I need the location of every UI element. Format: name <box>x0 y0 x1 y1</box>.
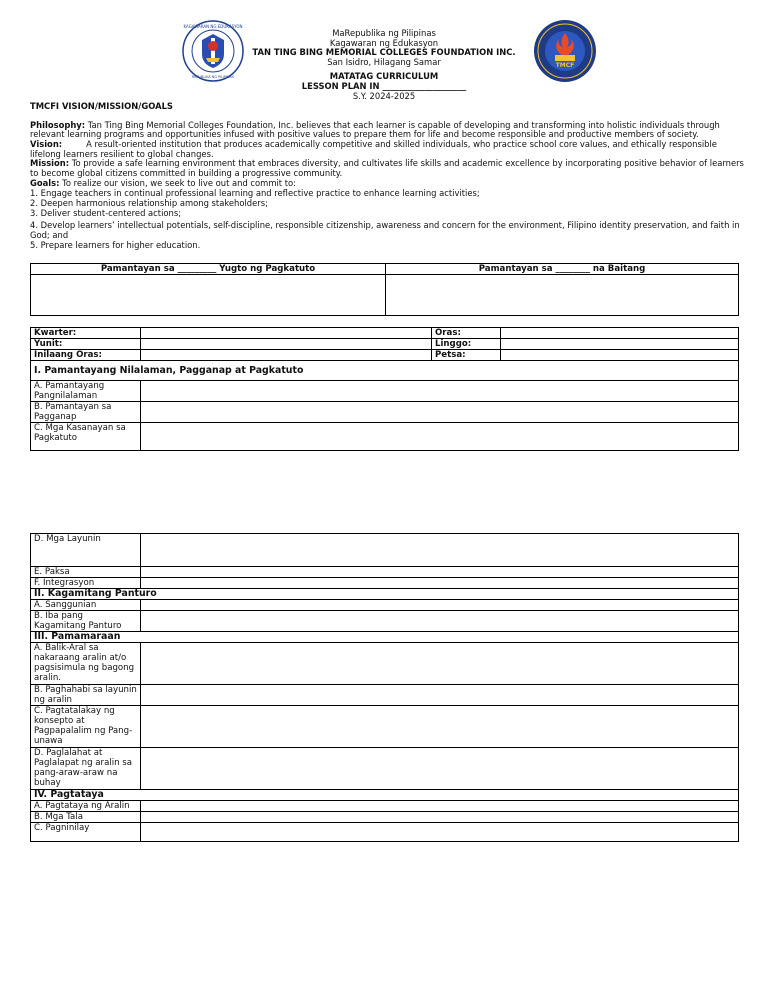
c1-label: C. Mga Kasanayan sa Pagkatuto <box>31 423 141 451</box>
a1-label: A. Pamantayang Pangnilalaman <box>31 381 141 402</box>
pagtataya-field[interactable] <box>141 801 739 812</box>
mission-line-2: to become global citizens committed in building a progressive community. <box>30 168 343 178</box>
paghahabi-field[interactable] <box>141 685 739 706</box>
standards-table <box>30 263 739 316</box>
paghahabi-label: B. Paghahabi sa layunin ng aralin <box>31 685 141 706</box>
petsa-label: Petsa: <box>432 350 501 361</box>
section-4-heading: IV. Pagtataya <box>31 790 739 801</box>
standards-grade-cell[interactable] <box>386 275 739 316</box>
integrasyon-label: F. Integrasyon <box>31 578 141 589</box>
balik-aral-label: A. Balik-Aral sa nakaraang aralin at/o pagsisimula ng bagong aralin. <box>31 643 141 685</box>
lesson-info-table <box>30 327 739 451</box>
section-1-heading: I. Pamantayang Nilalaman, Pagganap at Pagkatuto <box>31 361 739 381</box>
standards-stage-cell[interactable] <box>31 275 386 316</box>
b1-label: B. Pamantayan sa Pagganap <box>31 402 141 423</box>
section-2-heading: II. Kagamitang Panturo <box>31 589 739 600</box>
layunin-field[interactable] <box>141 534 739 567</box>
pagninilay-label: C. Pagninilay <box>31 823 141 842</box>
pagtataya-label: A. Pagtataya ng Aralin <box>31 801 141 812</box>
inilaang-oras-field[interactable] <box>141 350 432 361</box>
layunin-label: D. Mga Layunin <box>31 534 141 567</box>
goal-item: 2. Deepen harmonious relationship among stakeholders; <box>30 198 268 208</box>
vision-line-1: Vision: A result-oriented institution that produces academically competitive and skilled individuals, who practice school core values, and ethically responsible <box>30 139 717 149</box>
vision-line-2: lifelong learners resilient to global changes. <box>30 149 214 159</box>
b1-field[interactable] <box>141 402 739 423</box>
paglalahat-field[interactable] <box>141 748 739 790</box>
inilaang-oras-label: Inilaang Oras: <box>31 350 141 361</box>
goal-item: God; and <box>30 230 69 240</box>
section-3-heading: III. Pamamaraan <box>31 632 739 643</box>
curriculum-title: MATATAG CURRICULUM <box>329 71 439 81</box>
svg-text:TMCF: TMCF <box>555 62 575 69</box>
a1-field[interactable] <box>141 381 739 402</box>
paksa-label: E. Paksa <box>31 567 141 578</box>
republic-line: MaRepublika ng Pilipinas <box>332 28 436 38</box>
standards-grade-header: Pamantayan sa ________ na Baitang <box>386 264 739 275</box>
petsa-field[interactable] <box>501 350 739 361</box>
paglalahat-label: D. Paglalahat at Paglalapat ng aralin sa pang-araw-araw na buhay <box>31 748 141 790</box>
lesson-plan-table <box>30 533 739 842</box>
standards-stage-header: Pamantayan sa _________ Yugto ng Pagkatuto <box>31 264 386 275</box>
department-line: Kagawaran ng Edukasyon <box>329 38 439 48</box>
tala-field[interactable] <box>141 812 739 823</box>
goal-item: 5. Prepare learners for higher education. <box>30 240 201 250</box>
lesson-plan-title: LESSON PLAN IN ____________________ <box>301 81 467 91</box>
svg-text:KAGAWARAN NG EDUKASYON: KAGAWARAN NG EDUKASYON <box>183 24 243 29</box>
philosophy-line-1: Philosophy: Tan Ting Bing Memorial Colleges Foundation, Inc. believes that each learner is capable of developing and transforming into holistic individuals through <box>30 120 720 130</box>
svg-text:REPUBLIKA NG PILIPINAS: REPUBLIKA NG PILIPINAS <box>191 75 235 79</box>
school-year: S.Y. 2024-2025 <box>352 91 416 101</box>
integrasyon-field[interactable] <box>141 578 739 589</box>
school-name: TAN TING BING MEMORIAL COLLEGES FOUNDATION INC. <box>252 47 516 57</box>
kwarter-field[interactable] <box>141 328 432 339</box>
linggo-label: Linggo: <box>432 339 501 350</box>
sanggunian-label: A. Sanggunian <box>31 600 141 611</box>
goal-item: 1. Engage teachers in continual professional learning and reflective practice to enhance learning activities; <box>30 188 480 198</box>
yunit-label: Yunit: <box>31 339 141 350</box>
iba-pang-kagamitan-field[interactable] <box>141 611 739 632</box>
mission-line-1: Mission: To provide a safe learning environment that embraces diversity, and cultivates life skills and academic excellence by incorporating positive behavior of learners <box>30 158 744 168</box>
oras-field[interactable] <box>501 328 739 339</box>
linggo-field[interactable] <box>501 339 739 350</box>
oras-label: Oras: <box>432 328 501 339</box>
school-address: San Isidro, Hilagang Samar <box>327 57 441 67</box>
paksa-field[interactable] <box>141 567 739 578</box>
pagtatalakay-label: C. Pagtatalakay ng konsepto at Pagpapalalim ng Pang-unawa <box>31 706 141 748</box>
c1-field[interactable] <box>141 423 739 451</box>
goals-line-1: Goals: To realize our vision, we seek to live out and commit to: <box>30 178 296 188</box>
pagninilay-field[interactable] <box>141 823 739 842</box>
yunit-field[interactable] <box>141 339 432 350</box>
goal-item: 3. Deliver student-centered actions; <box>30 208 182 218</box>
sanggunian-field[interactable] <box>141 600 739 611</box>
balik-aral-field[interactable] <box>141 643 739 685</box>
kwarter-label: Kwarter: <box>31 328 141 339</box>
pagtatalakay-field[interactable] <box>141 706 739 748</box>
philosophy-line-2: relevant learning programs and opportunities infused with positive values to prepare them for life and become responsible and productive members of society. <box>30 129 699 139</box>
vmg-title: TMCFI VISION/MISSION/GOALS <box>30 101 173 111</box>
tala-label: B. Mga Tala <box>31 812 141 823</box>
iba-pang-kagamitan-label: B. Iba pang Kagamitang Panturo <box>31 611 141 632</box>
goal-item: 4. Develop learners’ intellectual potentials, self-discipline, responsible citizenship, awareness and concern for the environment, Filipino identity preservation, and faith in <box>30 220 740 230</box>
